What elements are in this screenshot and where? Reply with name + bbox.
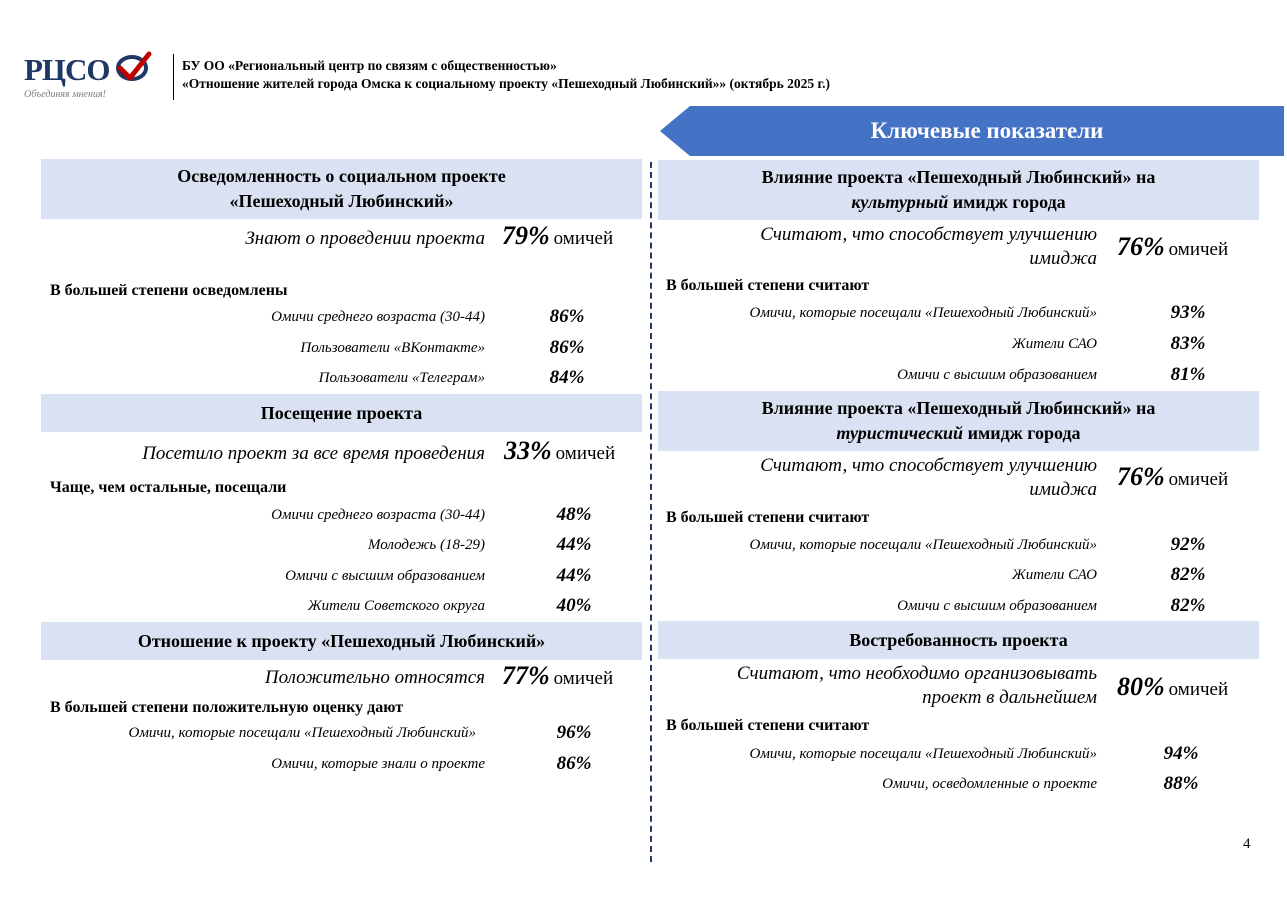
row-label: Омичи, которые посещали «Пешеходный Любинский»	[749, 537, 1097, 553]
section-title-rest: имидж города	[948, 192, 1066, 212]
logo-tagline: Объединяя мнения!	[24, 89, 106, 100]
row-value: 81%	[1170, 364, 1206, 385]
header-report-title: «Отношение жителей города Омска к социальному проекту «Пешеходный Любинский»» (октябрь 2025 г.)	[182, 76, 830, 91]
lead-unit: омичей	[1168, 239, 1229, 260]
row-label: Омичи, осведомленные о проекте	[882, 776, 1097, 792]
row-value: 82%	[1170, 595, 1206, 616]
lead-value	[1117, 462, 1228, 492]
lead-unit: омичей	[1168, 469, 1229, 490]
lead-label: Посетило проект за все время проведения	[142, 443, 485, 464]
subheading: В большей степени положительную оценку дают	[50, 699, 404, 716]
lead-percent: 76%	[1117, 232, 1165, 261]
subheading: В большей степени считают	[666, 717, 870, 734]
row-label: Жители Советского округа	[307, 598, 485, 614]
section-visits-header: Посещение проекта	[41, 394, 642, 432]
lead-percent: 79%	[502, 221, 550, 250]
row-value: 86%	[549, 306, 585, 327]
row-value: 84%	[549, 367, 585, 388]
header-org: БУ ОО «Региональный центр по связям с общественностью»	[182, 58, 557, 73]
row-label: Жители САО	[1011, 567, 1097, 583]
lead-unit: омичей	[553, 228, 614, 249]
section-title: «Пешеходный Любинский»	[229, 191, 454, 211]
lead-value	[1117, 672, 1228, 702]
subheading: В большей степени считают	[666, 277, 870, 294]
section-title: Осведомленность о социальном проекте	[177, 166, 506, 186]
section-tourist-header	[658, 391, 1259, 451]
lead-label	[660, 454, 1097, 502]
row-label: Омичи с высшим образованием	[897, 367, 1097, 383]
row-label: Молодежь (18-29)	[367, 537, 485, 553]
lead-unit: омичей	[555, 443, 616, 464]
lead-label-line: проект в дальнейшем	[922, 687, 1097, 708]
lead-value	[504, 436, 615, 466]
row-value: 86%	[556, 753, 592, 774]
lead-label: Положительно относятся	[264, 667, 485, 688]
section-title: Влияние проекта «Пешеходный Любинский» на	[761, 398, 1156, 418]
section-title	[658, 421, 1259, 446]
lead-label: Знают о проведении проекта	[245, 228, 485, 249]
row-value: 92%	[1170, 534, 1206, 555]
row-value: 44%	[556, 534, 592, 555]
lead-value	[502, 221, 613, 251]
section-attitude-header: Отношение к проекту «Пешеходный Любинский»	[41, 622, 642, 660]
lead-label-line: Считают, что способствует улучшению	[760, 455, 1097, 476]
row-value: 93%	[1170, 302, 1206, 323]
subheading: В большей степени осведомлены	[50, 282, 288, 299]
row-value: 86%	[549, 337, 585, 358]
row-label: Пользователи «Телеграм»	[318, 370, 485, 386]
row-label: Жители САО	[1011, 336, 1097, 352]
lead-percent: 76%	[1117, 462, 1165, 491]
row-label: Омичи среднего возраста (30-44)	[271, 309, 485, 325]
column-divider	[650, 162, 652, 862]
row-label: Омичи с высшим образованием	[897, 598, 1097, 614]
lead-label-line: Считают, что необходимо организовывать	[736, 663, 1097, 684]
section-cultural-header	[658, 160, 1259, 220]
header-divider	[173, 54, 174, 100]
row-label: Омичи, которые посещали «Пешеходный Любинский»	[749, 305, 1097, 321]
section-demand-header: Востребованность проекта	[658, 621, 1259, 659]
lead-unit: омичей	[1168, 679, 1229, 700]
lead-label-line: Считают, что способствует улучшению	[760, 224, 1097, 245]
row-value: 83%	[1170, 333, 1206, 354]
lead-label	[660, 223, 1097, 271]
row-value: 88%	[1163, 773, 1199, 794]
row-label: Омичи, которые знали о проекте	[271, 756, 485, 772]
row-label: Пользователи «ВКонтакте»	[300, 340, 485, 356]
banner-title: Ключевые показатели	[870, 118, 1104, 143]
logo-text: РЦСО	[24, 52, 110, 87]
lead-label-line: имиджа	[1029, 248, 1097, 269]
section-title-emphasis: культурный	[851, 192, 949, 212]
row-label: Омичи с высшим образованием	[285, 568, 485, 584]
section-awareness-header	[41, 159, 642, 219]
row-value: 44%	[556, 565, 592, 586]
row-label: Омичи среднего возраста (30-44)	[271, 507, 485, 523]
lead-percent: 77%	[502, 661, 550, 690]
subheading: Чаще, чем остальные, посещали	[50, 479, 287, 496]
lead-value	[1117, 232, 1228, 262]
section-title: Влияние проекта «Пешеходный Любинский» на	[761, 167, 1156, 187]
lead-label	[660, 662, 1097, 710]
row-value: 82%	[1170, 564, 1206, 585]
section-title	[658, 190, 1259, 215]
row-value: 48%	[556, 504, 592, 525]
subheading: В большей степени считают	[666, 509, 870, 526]
row-value: 96%	[556, 722, 592, 743]
row-label: Омичи, которые посещали «Пешеходный Любинский»	[128, 725, 476, 741]
lead-value	[502, 661, 613, 691]
row-value: 40%	[556, 595, 592, 616]
lead-percent: 80%	[1117, 672, 1165, 701]
section-title-emphasis: туристический	[836, 423, 964, 443]
page-number: 4	[1243, 836, 1251, 852]
row-label: Омичи, которые посещали «Пешеходный Любинский»	[749, 746, 1097, 762]
lead-percent: 33%	[504, 436, 552, 465]
lead-unit: омичей	[553, 668, 614, 689]
row-value: 94%	[1163, 743, 1199, 764]
section-title-rest: имидж города	[963, 423, 1081, 443]
lead-label-line: имиджа	[1029, 479, 1097, 500]
